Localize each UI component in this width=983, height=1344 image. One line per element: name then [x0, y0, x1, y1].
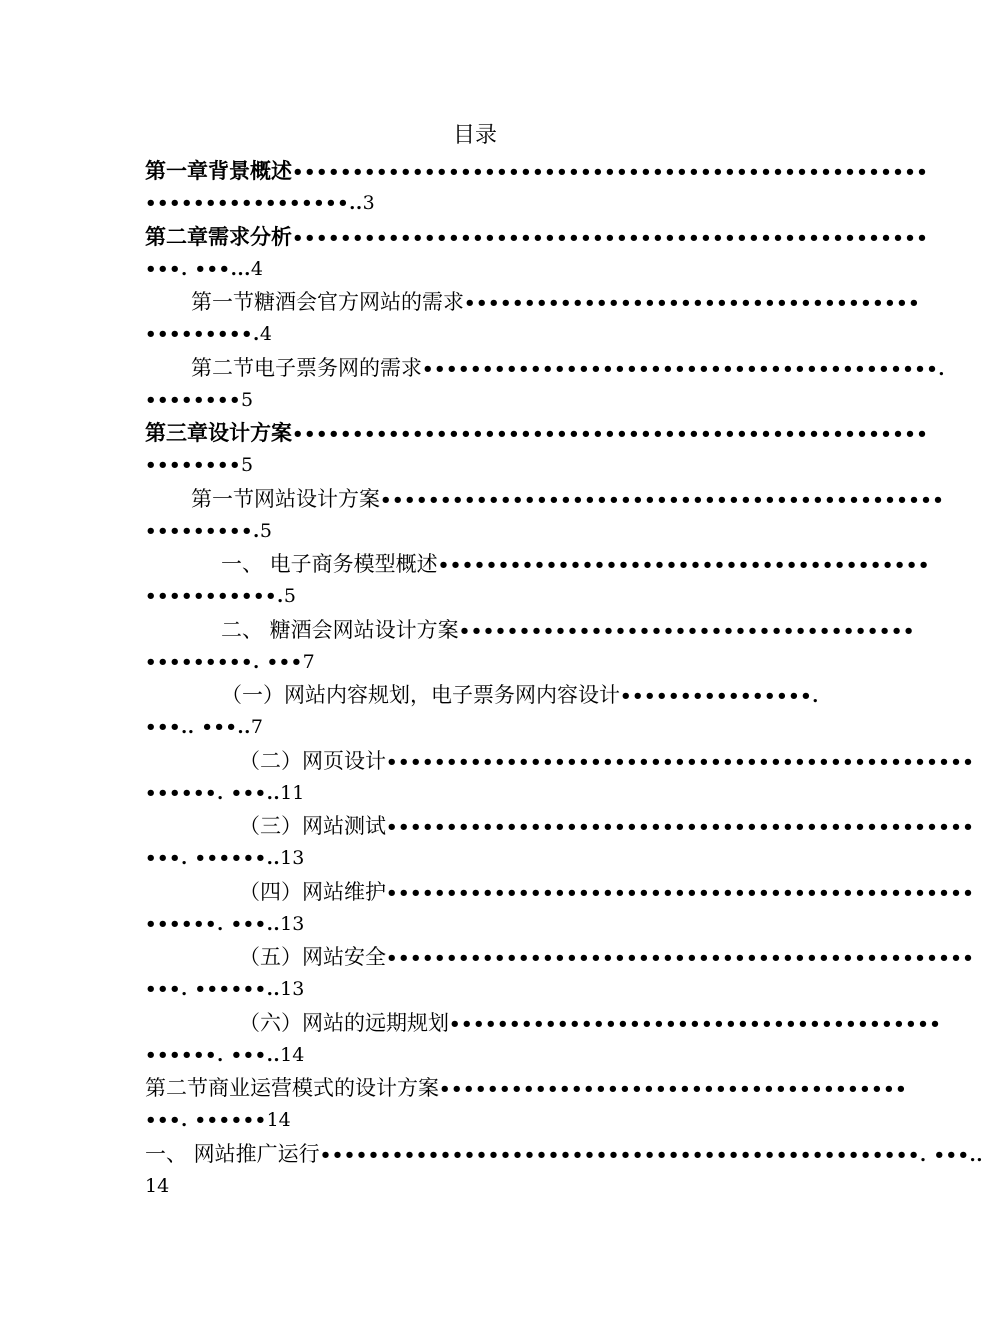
toc-leader-dots: ••••••••••••••••••••••••••••••••••••••••••••••••••. •••.. [319, 1144, 983, 1166]
toc-entry-first-line [145, 482, 945, 516]
toc-entry-heading: 第一节糖酒会官方网站的需求 [191, 290, 464, 314]
toc-page-number: 13 [280, 978, 305, 1000]
toc-leader-dots: ••••••••••••••••. [620, 686, 819, 707]
toc-leader-dots: ••••••••••••••••••••••••••••••••••••••••••••••••••••• [292, 227, 929, 249]
toc-leader-dots-continued: •••••••••. [145, 520, 260, 542]
toc-page-number: 7 [302, 650, 315, 673]
toc-leader-dots: ••••••••••••••••••••••••••••••••••••••••••••••••• [386, 751, 975, 773]
toc-page-number: 5 [241, 388, 254, 411]
toc-entry[interactable] [145, 1071, 908, 1137]
toc-page-number: 13 [280, 847, 305, 869]
toc-entry-first-line [145, 1071, 908, 1105]
toc-leader-dots: •••••••••••••••••••••••••••••••••••••• [464, 293, 921, 314]
toc-page-number: 7 [250, 716, 263, 738]
toc-entry-first-line [145, 875, 975, 909]
toc-leader-dots-continued: •••••••••. ••• [145, 651, 303, 673]
toc-leader-dots: ••••••••••••••••••••••••••••••••••••••••• [449, 1013, 942, 1035]
toc-entry[interactable] [145, 547, 930, 613]
toc-entry-first-line [145, 1137, 983, 1171]
toc-leader-dots: ••••••••••••••••••••••••••••••••••••••••••••••••••••• [292, 424, 929, 445]
toc-entry-continuation [145, 842, 304, 874]
toc-leader-dots-continued: •••••••• [145, 389, 242, 411]
toc-entry-continuation [145, 646, 315, 678]
toc-entry-continuation [145, 449, 253, 481]
toc-entry-continuation [145, 1170, 169, 1202]
toc-entry-first-line [145, 154, 929, 188]
toc-leader-dots: ••••••••••••••••••••••••••••••••••••••••••••••••• [386, 882, 975, 904]
toc-entry-continuation [145, 253, 263, 285]
toc-entry[interactable] [145, 351, 945, 417]
toc-entry-heading: 第一章背景概述 [145, 159, 292, 183]
toc-list [145, 154, 983, 1202]
toc-page-number: 5 [259, 519, 272, 542]
toc-leader-dots: ••••••••••••••••••••••••••••••••••••••••••••••• [380, 489, 945, 511]
toc-entry-heading: （二）网页设计 [239, 748, 386, 773]
toc-leader-dots-continued: •••. ••••••.. [145, 848, 281, 869]
toc-entry[interactable] [145, 809, 975, 875]
toc-entry[interactable] [145, 482, 945, 548]
toc-leader-dots-continued: •••. •••... [145, 258, 251, 280]
toc-entry-first-line [145, 940, 975, 974]
toc-entry-first-line [145, 416, 929, 450]
toc-entry[interactable] [145, 875, 975, 941]
toc-leader-dots-continued: •••. ••••••.. [145, 979, 281, 1000]
toc-leader-dots: ••••••••••••••••••••••••••••••••••••••••••••••••••••• [292, 162, 929, 183]
toc-entry-continuation [145, 973, 304, 1005]
toc-leader-dots: ••••••••••••••••••••••••••••••••••••••••• [437, 555, 930, 576]
toc-entry[interactable] [145, 154, 929, 220]
toc-entry[interactable] [145, 613, 915, 679]
toc-leader-dots: ••••••••••••••••••••••••••••••••••••••••••••••••• [386, 817, 975, 838]
toc-leader-dots-continued: •••••••••. [145, 324, 260, 345]
toc-entry-heading: 二、 糖酒会网站设计方案 [221, 617, 459, 642]
toc-entry-first-line [145, 809, 975, 843]
toc-page-number: 14 [280, 1043, 305, 1066]
toc-entry-first-line [145, 285, 921, 319]
toc-title: 目录 [452, 123, 497, 148]
toc-entry-continuation [145, 580, 296, 612]
toc-entry[interactable] [145, 744, 975, 810]
toc-leader-dots: •••••••••••••••••••••••••••••••••••••••••••. [422, 358, 945, 380]
toc-entry-first-line [145, 613, 915, 647]
toc-leader-dots-continued: ••••••. •••.. [145, 913, 281, 935]
toc-entry-continuation [145, 1039, 304, 1071]
toc-entry-continuation [145, 777, 304, 809]
toc-page-number: 4 [250, 257, 263, 280]
toc-entry-continuation [145, 187, 375, 219]
toc-leader-dots-continued: •••.. •••.. [145, 717, 251, 738]
toc-entry-heading: 一、 网站推广运行 [145, 1141, 320, 1166]
toc-leader-dots-continued: •••••••• [145, 455, 242, 476]
toc-entry-heading: 第一节网站设计方案 [191, 486, 380, 511]
toc-entry-heading: 第二节电子票务网的需求 [191, 355, 422, 380]
toc-entry-heading: 一、 电子商务模型概述 [221, 552, 438, 576]
toc-entry-heading: （六）网站的远期规划 [239, 1010, 449, 1035]
toc-entry[interactable] [145, 1137, 983, 1203]
toc-entry[interactable] [145, 678, 819, 744]
toc-leader-dots-continued: •••••••••••••••••.. [145, 193, 363, 214]
toc-entry-heading: 第二节商业运营模式的设计方案 [145, 1076, 439, 1100]
toc-page-number: 5 [241, 454, 254, 476]
toc-leader-dots-continued: ••••••. •••.. [145, 1044, 281, 1066]
toc-entry[interactable] [145, 1006, 942, 1072]
toc-page-number: 3 [362, 192, 375, 214]
toc-entry-continuation [145, 384, 253, 416]
toc-entry-heading: （四）网站维护 [239, 879, 386, 904]
toc-entry-first-line [145, 744, 975, 778]
toc-entry-continuation [145, 1104, 291, 1136]
toc-leader-dots-continued: •••••••••••. [145, 586, 284, 607]
toc-page-number: 14 [145, 1174, 170, 1197]
toc-page-number: 13 [280, 912, 305, 935]
toc-leader-dots: ••••••••••••••••••••••••••••••••••••••••••••••••• [386, 948, 975, 969]
toc-page-number: 5 [283, 585, 296, 607]
toc-page-number: 14 [266, 1109, 291, 1131]
toc-entry[interactable] [145, 416, 929, 482]
toc-page-number: 11 [280, 781, 305, 804]
toc-entry-first-line [145, 547, 930, 581]
toc-entry-heading: （三）网站测试 [239, 814, 386, 838]
toc-leader-dots-continued: ••••••. •••.. [145, 782, 281, 804]
toc-entry-heading: （一）网站内容规划，电子票务网内容设计 [221, 683, 620, 707]
toc-entry-first-line [145, 220, 929, 254]
toc-entry[interactable] [145, 285, 921, 351]
toc-entry-first-line [145, 1006, 942, 1040]
toc-entry-continuation [145, 908, 304, 940]
toc-entry-heading: （五）网站安全 [239, 945, 386, 969]
toc-entry[interactable] [145, 220, 929, 286]
toc-entry-first-line [145, 678, 819, 712]
toc-leader-dots: ••••••••••••••••••••••••••••••••••••••• [439, 1079, 908, 1100]
toc-leader-dots-continued: •••. •••••• [145, 1110, 267, 1131]
toc-page-number: 4 [259, 323, 272, 345]
toc-entry-heading: 第二章需求分析 [145, 224, 292, 249]
toc-entry[interactable] [145, 940, 975, 1006]
toc-entry-first-line [145, 351, 945, 385]
toc-entry-continuation [145, 318, 272, 350]
toc-entry-continuation [145, 711, 263, 743]
toc-entry-continuation [145, 515, 272, 547]
toc-entry-heading: 第三章设计方案 [145, 421, 292, 445]
toc-leader-dots: •••••••••••••••••••••••••••••••••••••• [458, 620, 915, 642]
